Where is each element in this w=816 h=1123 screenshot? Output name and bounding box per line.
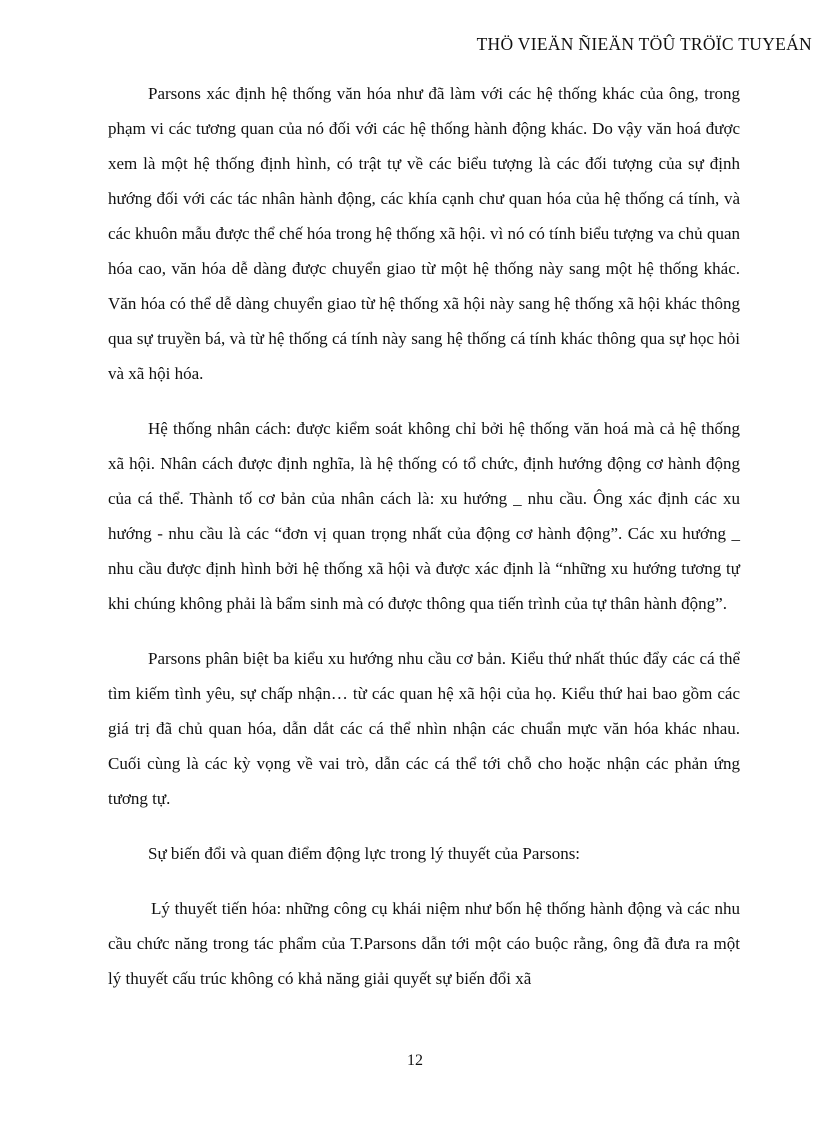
body-text — [108, 76, 740, 996]
paragraph-need-dispositions: Parsons phân biệt ba kiểu xu hướng nhu cầu cơ bản. Kiểu thứ nhất thúc đẩy các cá thể tìm kiếm tình yêu, sự chấp nhận… từ các quan hệ xã hội của họ. Kiểu thứ hai bao gồm các giá trị đã chủ quan hóa, dẫn dắt các cá thể nhìn nhận các chuẩn mực văn hóa khác nhau. Cuối cùng là các kỳ vọng về vai trò, dẫn các cá thể tới chỗ cho hoặc nhận các phản ứng tương tự. — [108, 649, 740, 808]
page-number: 12 — [407, 1052, 423, 1069]
paragraph-cultural-system: Parsons xác định hệ thống văn hóa như đã làm với các hệ thống khác của ông, trong phạm vi các tương quan của nó đối với các hệ thống hành động khác. Do vậy văn hoá được xem là một hệ thống định hình, có trật tự về các biểu tượng là các đối tượng của sự định hướng đối với các tác nhân hành động, các khía cạnh chư quan hóa của hệ thống cá tính, và các khuôn mẫu được thể chế hóa trong hệ thống xã hội. vì nó có tính biểu tượng va chủ quan hóa cao, văn hóa dễ dàng được chuyển giao từ một hệ thống này sang một hệ thống khác. Văn hóa có thể dễ dàng chuyển giao từ hệ thống xã hội này sang hệ thống xã hội khác thông qua sự truyền bá, và từ hệ thống cá tính này sang hệ thống cá tính khác thông qua sự học hỏi và xã hội hóa. — [108, 84, 740, 383]
paragraph-evolution-theory: Lý thuyết tiến hóa: những công cụ khái niệm như bốn hệ thống hành động và các nhu cầu chức năng trong tác phẩm của T.Parsons dẫn tới một cáo buộc rằng, ông đã đưa ra một lý thuyết cấu trúc không có khả năng giải quyết sự biến đổi xã — [108, 899, 740, 988]
page-header: THÖ VIEÄN ÑIEÄN TÖÛ TRÖÏC TUYEÁN — [476, 34, 812, 54]
paragraph-personality-system: Hệ thống nhân cách: được kiểm soát không chỉ bởi hệ thống văn hoá mà cả hệ thống xã hội. Nhân cách được định nghĩa, là hệ thống có tổ chức, định hướng động cơ hành động của cá thể. Thành tố cơ bản của nhân cách là: xu hướng _ nhu cầu. Ông xác định các xu hướng - nhu cầu là các “đơn vị quan trọng nhất của động cơ hành động”. Các xu hướng _ nhu cầu được định hình bởi hệ thống xã hội và được xác định là “những xu hướng tương tự khi chúng không phải là bẩm sinh mà có được thông qua tiến trình của tự thân hành động”. — [108, 419, 740, 613]
paragraph-section-intro: Sự biến đổi và quan điểm động lực trong lý thuyết của Parsons: — [148, 844, 581, 863]
